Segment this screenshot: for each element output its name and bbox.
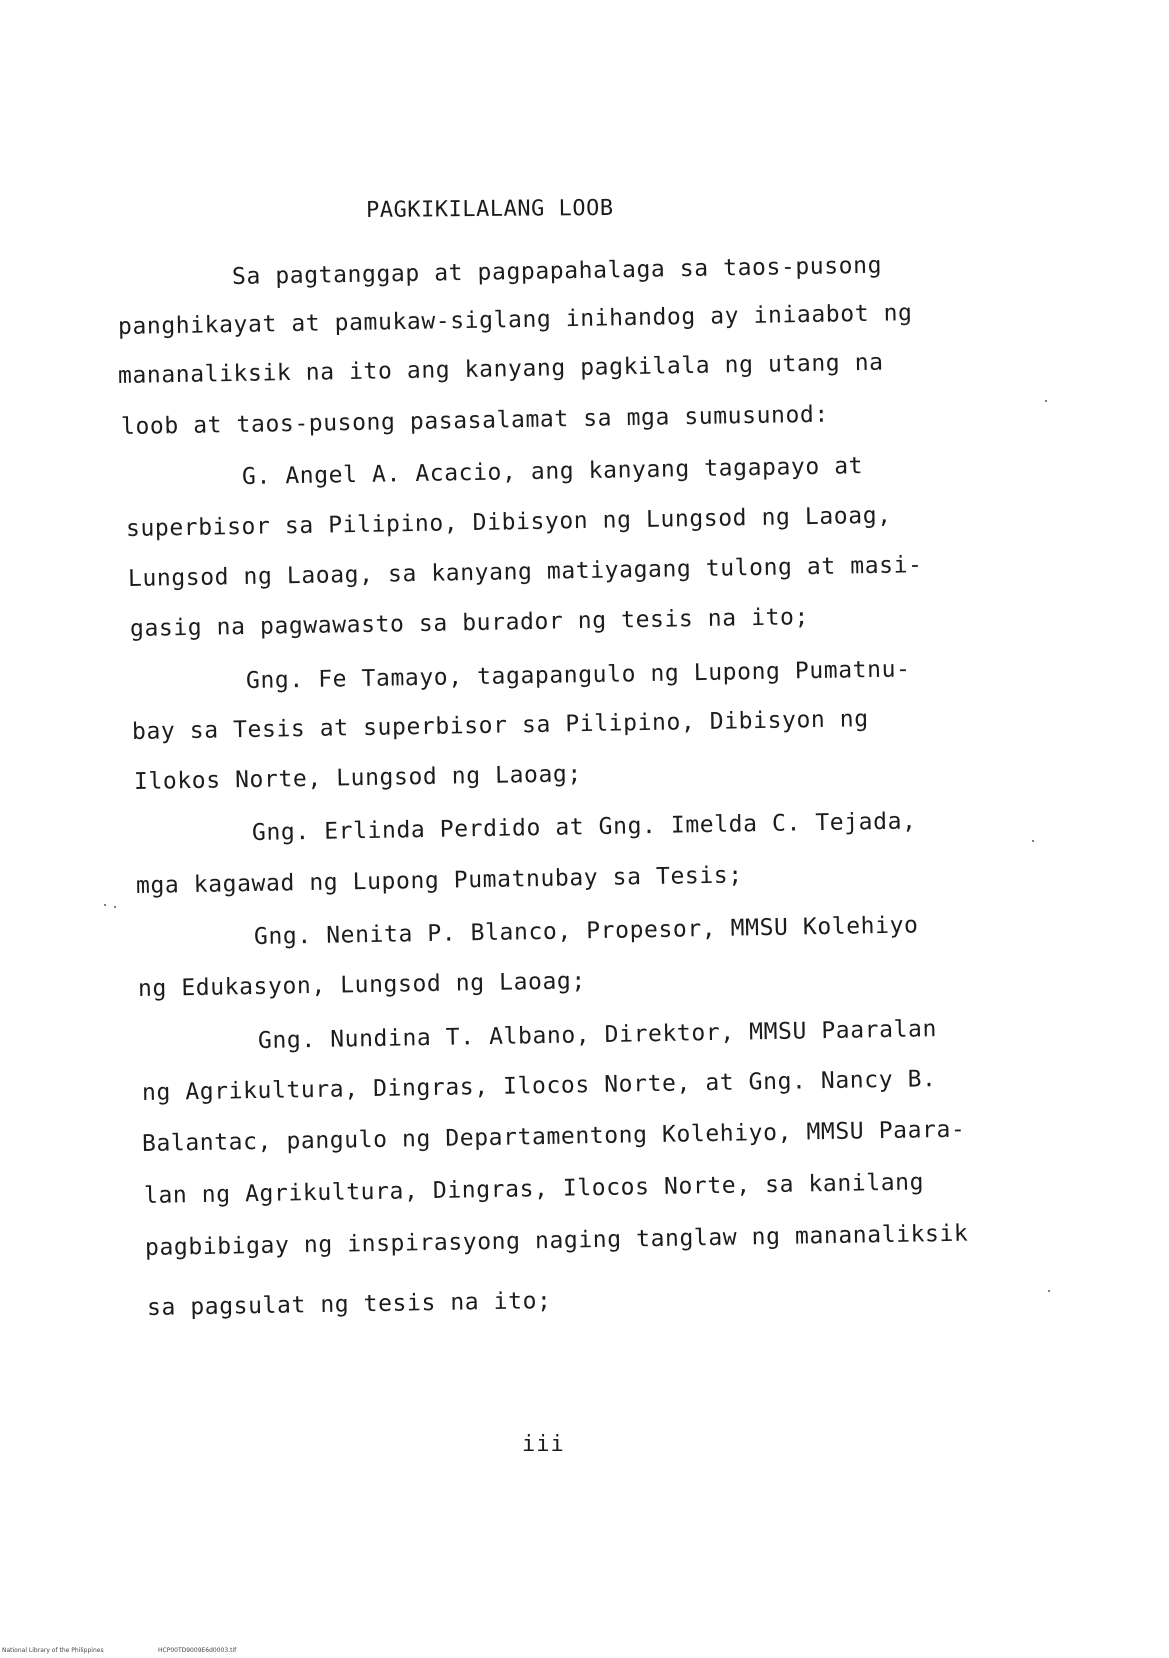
scan-speck <box>1032 840 1034 842</box>
text-line: ng Edukasyon, Lungsod ng Laoag; <box>137 968 587 1002</box>
scan-speck <box>1048 1290 1050 1292</box>
page-title: PAGKIKILALANG LOOB <box>366 195 614 223</box>
text-line: Gng. Nundina T. Albano, Direktor, MMSU Paaralan <box>257 1016 938 1054</box>
text-line: pagbibigay ng inspirasyong naging tanglaw ng mananaliksik <box>144 1220 969 1261</box>
scan-speck <box>104 904 106 906</box>
text-line: G. Angel A. Acacio, ang kanyang tagapayo at <box>241 453 864 490</box>
scan-speck <box>1045 400 1047 402</box>
text-line: Sa pagtanggap at pagpapahalaga sa taos-pusong <box>231 252 883 290</box>
text-line: Gng. Fe Tamayo, tagapangulo ng Lupong Pumatnu- <box>245 656 911 694</box>
text-line: bay sa Tesis at superbisor sa Pilipino, Dibisyon ng <box>131 706 869 745</box>
text-line: Gng. Erlinda Perdido at Gng. Imelda C. Tejada, <box>251 808 917 846</box>
text-line: Balantac, pangulo ng Departamentong Kolehiyo, MMSU Paara- <box>141 1116 966 1157</box>
text-line: gasig na pagwawasto sa burador ng tesis na ito; <box>129 604 810 642</box>
text-line: Lungsod ng Laoag, sa kanyang matiyagang tulong at masi- <box>127 552 923 592</box>
text-line: superbisor sa Pilipino, Dibisyon ng Lungsod ng Laoag, <box>125 502 892 542</box>
text-line: ng Agrikultura, Dingras, Ilocos Norte, at Gng. Nancy B. <box>141 1066 937 1106</box>
text-line: lan ng Agrikultura, Dingras, Ilocos Norte, sa kanilang <box>143 1169 925 1209</box>
scan-footer <box>0 1647 1169 1657</box>
text-line: panghikayat at pamukaw-siglang inihandog ay iniaabot ng <box>117 300 913 340</box>
text-line: loob at taos-pusong pasasalamat sa mga sumusunod: <box>120 401 830 440</box>
scan-speck <box>114 906 116 908</box>
page-number: iii <box>522 1432 565 1457</box>
text-line: Gng. Nenita P. Blanco, Propesor, MMSU Kolehiyo <box>253 912 919 950</box>
text-line: mananaliksik na ito ang kanyang pagkilala ng utang na <box>117 349 884 389</box>
footer-source: National Library of the Philippines <box>2 1647 104 1654</box>
text-line: mga kagawad ng Lupong Pumatnubay sa Tesis; <box>135 862 743 899</box>
text-line: sa pagsulat ng tesis na ito; <box>146 1287 552 1321</box>
footer-filename: HCP00TD9009E6d0003.tif <box>158 1647 237 1654</box>
text-line: Ilokos Norte, Lungsod ng Laoag; <box>133 761 583 795</box>
